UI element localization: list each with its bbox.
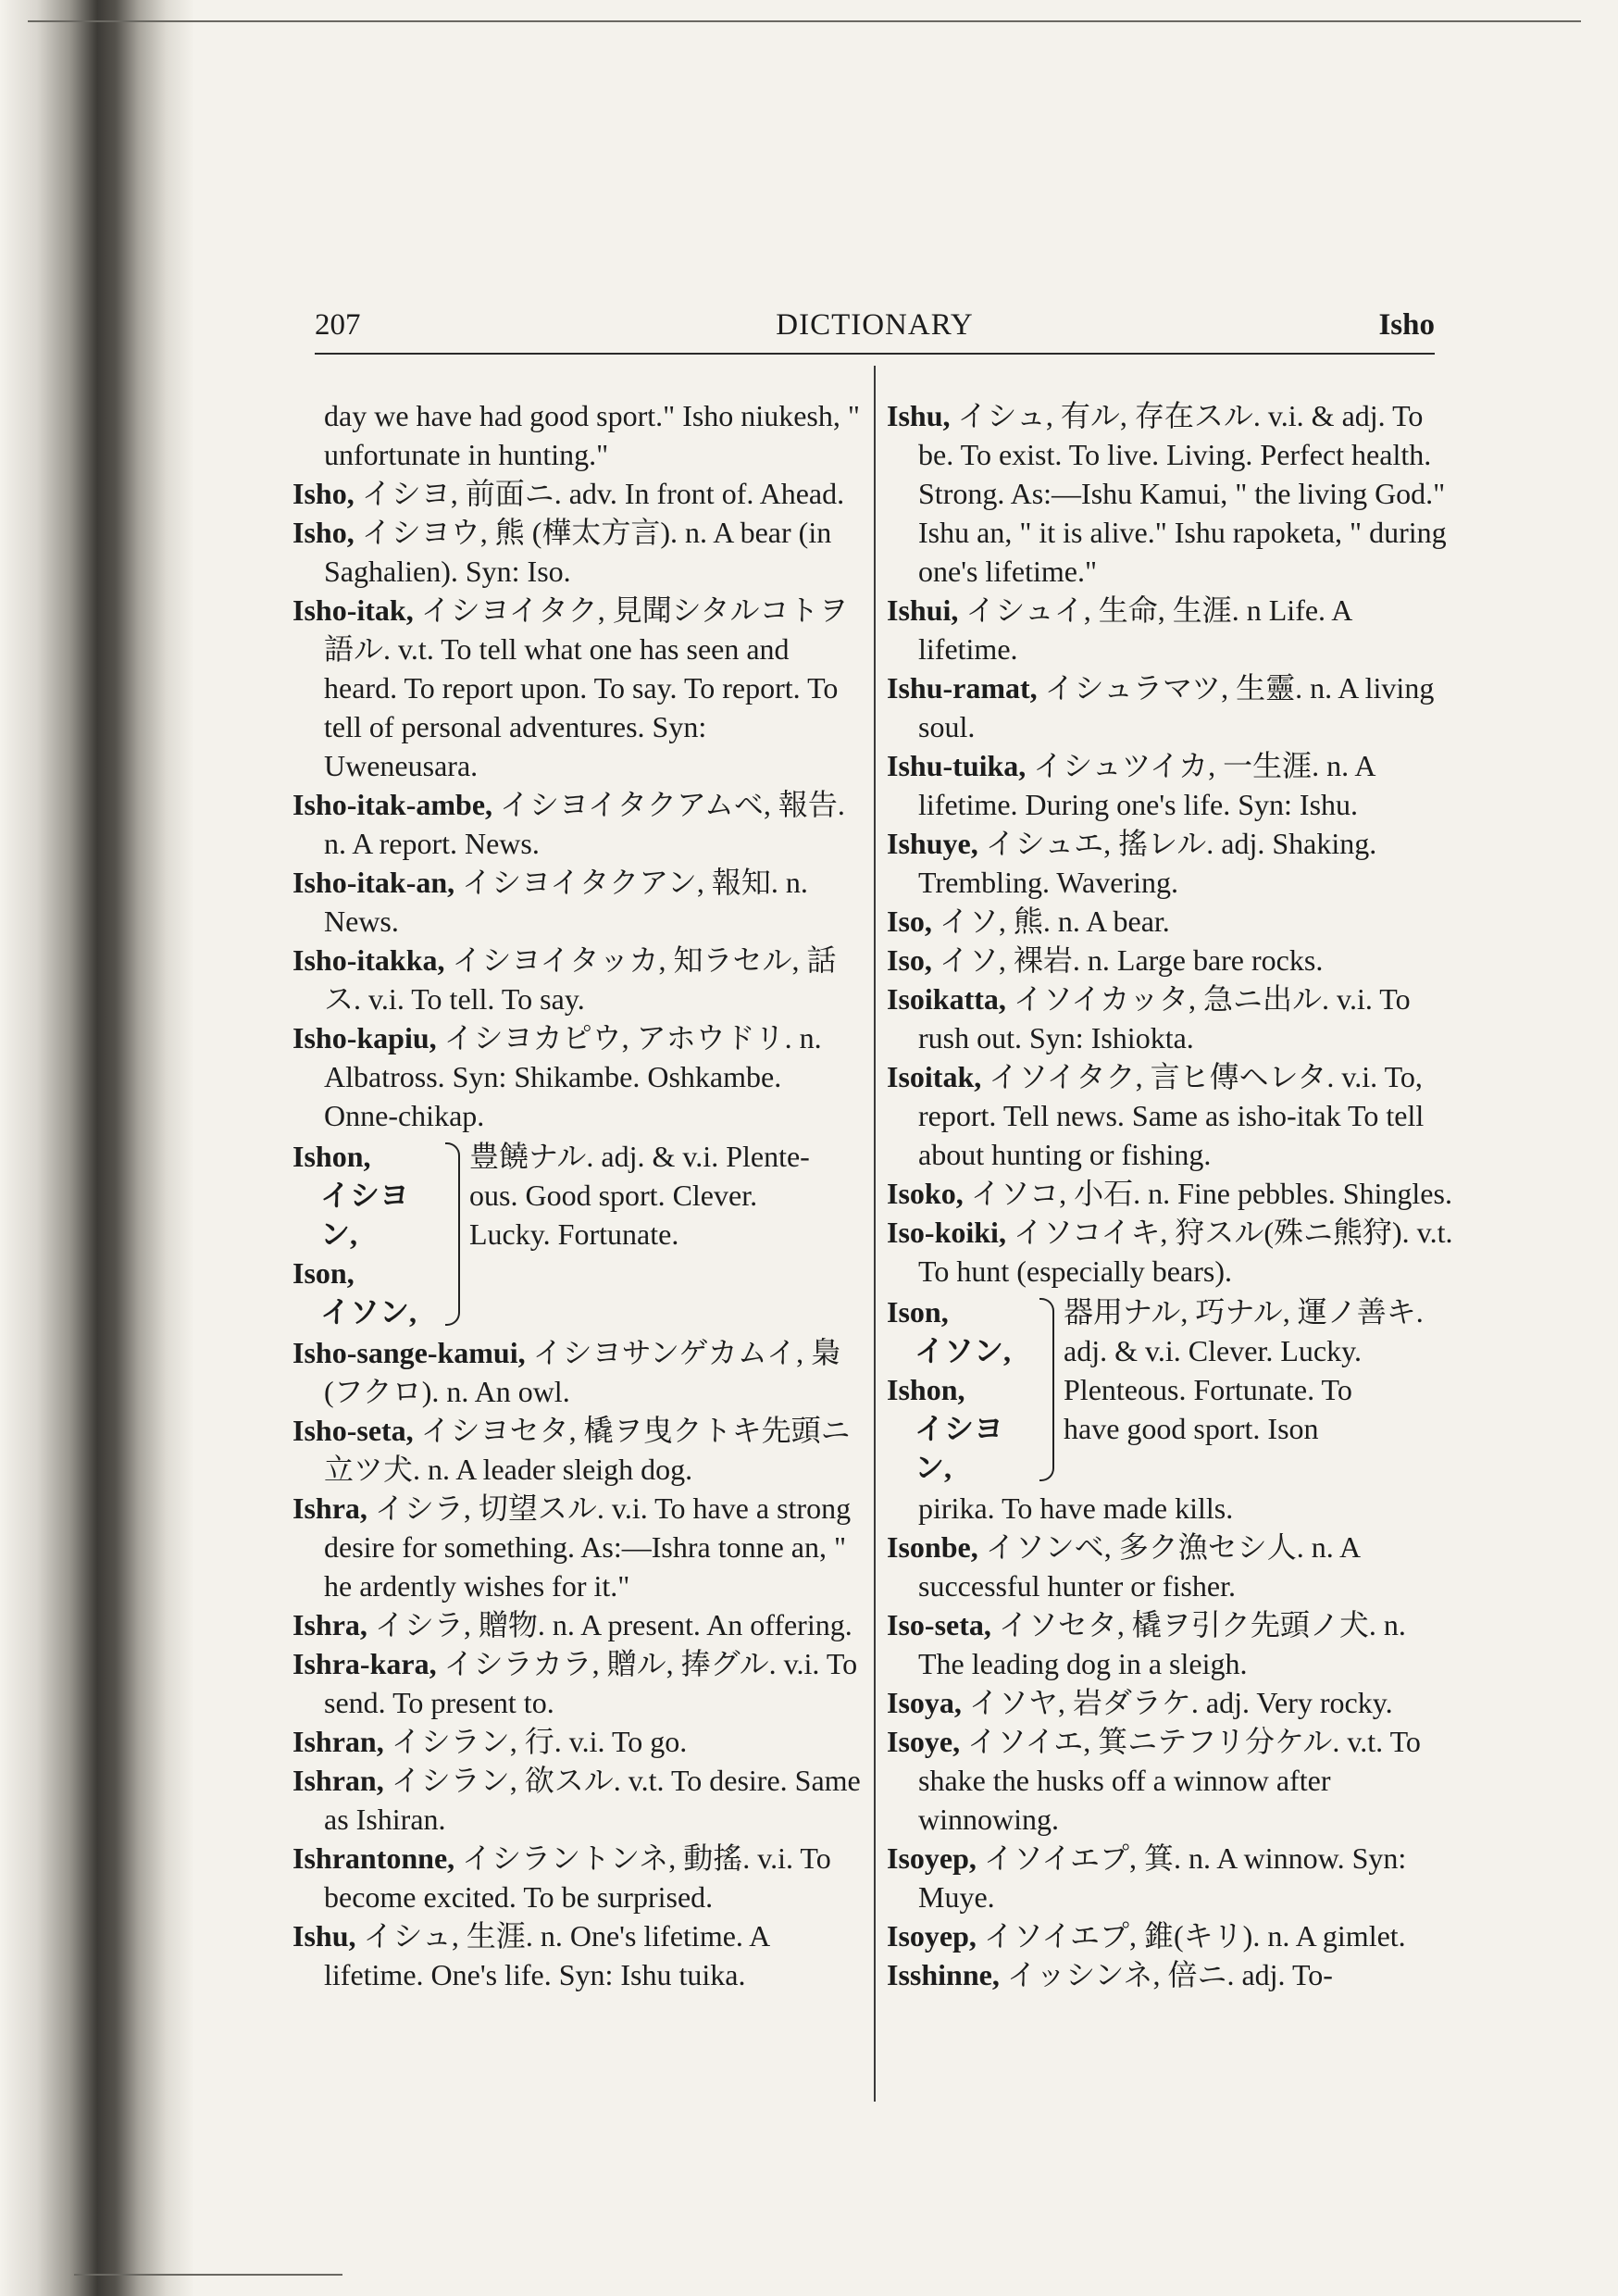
headword: Ishu-ramat, (887, 671, 1038, 705)
dictionary-entry (292, 785, 863, 863)
headword: Ishu, (292, 1919, 356, 1953)
dictionary-entry (292, 1018, 863, 1135)
entry-definition: イソイエプ, 箕. n. A winnow. Syn: Muye. (918, 1841, 1407, 1914)
entry-definition: イシュエ, 搖レル. adj. Shaking. Trembling. Wavering. (918, 827, 1377, 899)
entry-definition: イシュイ, 生命, 生涯. n Life. A lifetime. (918, 593, 1351, 666)
entry-definition: イソ, 裸岩. n. Large bare rocks. (931, 943, 1324, 977)
entry-definition: イシヨイタクアン, 報知. n. News. (324, 866, 808, 938)
entry-definition: イソイタク, 言ヒ傳ヘレタ. v.i. To, report. Tell news. Same as isho-itak To tell about hunting or fishing. (918, 1060, 1425, 1171)
dictionary-entry (887, 591, 1453, 668)
dictionary-entry (887, 1057, 1453, 1174)
dictionary-entry (292, 1489, 863, 1605)
headword: Ishra, (292, 1491, 367, 1525)
group-headword: イシヨン, (915, 1412, 1004, 1484)
bottom-rule (74, 2274, 342, 2276)
entry-definition: イシヨイタク, 見聞シタルコトヲ語ル. v.t. To tell what one has seen and heard. To report upon. To say. To report. To tell of personal adventures. Syn: Uweneusara. (324, 593, 849, 782)
page-number: 207 (315, 308, 361, 342)
dictionary-entry (292, 1916, 863, 1994)
brace (1039, 1298, 1054, 1481)
group-headword: Ison, (292, 1256, 355, 1290)
grouped-entry (292, 1137, 863, 1331)
headword: Ishra, (292, 1608, 367, 1641)
headword: Isoyep, (887, 1841, 977, 1875)
group-definition-line: adj. & v.i. Clever. Lucky. (1064, 1334, 1362, 1367)
dictionary-entry (887, 1683, 1453, 1722)
headword: Isho-itak-ambe, (292, 788, 493, 821)
headword: Ishui, (887, 593, 959, 627)
headword: Isho-seta, (292, 1414, 414, 1447)
dictionary-entry (292, 1644, 863, 1722)
headword: Ishrantonne, (292, 1841, 455, 1875)
group-definition-line: 豊饒ナル. adj. & v.i. Plente- (469, 1140, 810, 1173)
dictionary-entry (887, 746, 1453, 824)
top-rule (28, 20, 1581, 22)
dictionary-entry (887, 1174, 1453, 1213)
headword: Iso-seta, (887, 1608, 991, 1641)
headword: Isoko, (887, 1177, 964, 1210)
entry-definition: イシヨ, 前面ニ. adv. In front of. Ahead. (354, 477, 845, 510)
headword: Ishu-tuika, (887, 749, 1027, 782)
entry-definition: イソンベ, 多ク漁セシ人. n. A successful hunter or fisher. (918, 1530, 1360, 1603)
dictionary-entry (292, 513, 863, 591)
entry-definition: イシヨイタッカ, 知ラセル, 話ス. v.i. To tell. To say. (324, 943, 837, 1016)
entry-definition: イシラカラ, 贈ル, 捧グル. v.i. To send. To present to. (324, 1647, 858, 1719)
entry-definition: イシヨウ, 熊 (樺太方言). n. A bear (in Saghalien). Syn: Iso. (324, 516, 832, 588)
dictionary-entry (887, 1722, 1453, 1839)
group-definition-line: Plenteous. Fortunate. To (1064, 1373, 1352, 1406)
entry-definition: イシラン, 行. v.i. To go. (383, 1725, 688, 1758)
grouped-entry (887, 1292, 1453, 1487)
group-definition-line: Lucky. Fortunate. (469, 1217, 679, 1251)
headword: Isshinne, (887, 1958, 1000, 1991)
headword: Isho-sange-kamui, (292, 1336, 526, 1369)
dictionary-entry (292, 474, 863, 513)
headword: Isho-itak, (292, 593, 414, 627)
dictionary-entry (292, 1722, 863, 1761)
book-spine-shadow (0, 0, 194, 2296)
entry-definition: イソイカッタ, 急ニ出ル. v.i. To rush out. Syn: Ishiokta. (918, 982, 1411, 1054)
headword: Isoikatta, (887, 982, 1006, 1016)
entry-definition: イシラ, 切望スル. v.i. To have a strong desire for something. As:—Ishra tonne an, " he ardently wishes for it." (324, 1491, 852, 1603)
entry-definition: イソコ, 小石. n. Fine pebbles. Shingles. (963, 1177, 1452, 1210)
entry-definition: イシヨカピウ, アホウドリ. n. Albatross. Syn: Shikambe. Oshkambe. Onne-chikap. (324, 1021, 822, 1132)
headword: Isho-itak-an, (292, 866, 455, 899)
left-column (292, 396, 863, 1994)
entry-definition: イシヨイタクアムベ, 報告. n. A report. News. (324, 788, 845, 860)
headword: Isonbe, (887, 1530, 978, 1564)
dictionary-entry (292, 591, 863, 785)
dictionary-entry (887, 1213, 1453, 1291)
group-headword: イシヨン, (320, 1179, 410, 1251)
entry-definition: day we have had good sport." Isho niukesh, " unfortunate in hunting." (324, 399, 860, 471)
entry-definition: イソ, 熊. n. A bear. (931, 905, 1170, 938)
headword: Ishuye, (887, 827, 978, 860)
right-column (887, 396, 1453, 1994)
headword: Ishra-kara, (292, 1647, 437, 1680)
headword: Isoitak, (887, 1060, 982, 1093)
headword: Iso-koiki, (887, 1216, 1006, 1249)
headword: Isoyep, (887, 1919, 977, 1953)
group-headword: Ison, (887, 1295, 949, 1329)
group-headword: イソン, (915, 1334, 1012, 1367)
column-divider (874, 366, 876, 2102)
entry-definition: イシュ, 有ル, 存在スル. v.i. & adj. To be. To exist. To live. Living. Perfect health. Strong. As:—Ishu Kamui, " the living God." Ishu an, " it is alive." Ishu rapoketa, " during one's lifetime." (918, 399, 1447, 588)
dictionary-entry (887, 1839, 1453, 1916)
entry-definition: イシュラマツ, 生靈. n. A living soul. (918, 671, 1435, 743)
group-definition-line: have good sport. Ison (1064, 1412, 1319, 1445)
headword: Isho, (292, 516, 355, 549)
grouped-entry-tail: pirika. To have made kills. (918, 1491, 1234, 1525)
entry-definition: イソイエプ, 錐(キリ). n. A gimlet. (976, 1919, 1406, 1953)
dictionary-entry (292, 1411, 863, 1489)
dictionary-entry (887, 396, 1453, 591)
dictionary-entry (887, 1955, 1453, 1994)
entry-definition: イソヤ, 岩ダラケ. adj. Very rocky. (961, 1686, 1393, 1719)
page-header (315, 301, 1435, 355)
headword: Iso, (887, 905, 932, 938)
dictionary-entry (887, 1916, 1453, 1955)
group-headword: イソン, (320, 1295, 417, 1329)
entry-definition: イシラン, 欲スル. v.t. To desire. Same as Ishiran. (324, 1764, 861, 1836)
entry-definition: イシヨセタ, 橇ヲ曳クトキ先頭ニ立ツ犬. n. A leader sleigh dog. (324, 1414, 851, 1486)
dictionary-entry (887, 824, 1453, 902)
entry-definition: イソセタ, 橇ヲ引ク先頭ノ犬. n. The leading dog in a sleigh. (918, 1608, 1406, 1680)
brace (445, 1142, 460, 1326)
dictionary-entry (887, 941, 1453, 980)
entry-definition: イシラントンネ, 動搖. v.i. To become excited. To be surprised. (324, 1841, 831, 1914)
dictionary-entry (292, 1605, 863, 1644)
dictionary-entry (887, 1605, 1453, 1683)
guide-word: Isho (1378, 308, 1435, 342)
dictionary-entry (292, 863, 863, 941)
entry-definition: イシラ, 贈物. n. A present. An offering. (367, 1608, 853, 1641)
entry-definition: イッシンネ, 倍ニ. adj. To- (999, 1958, 1333, 1991)
group-definition-line: ous. Good sport. Clever. (469, 1179, 758, 1212)
dictionary-entry (887, 902, 1453, 941)
headword: Iso, (887, 943, 932, 977)
entry-definition: イシュ, 生涯. n. One's lifetime. A lifetime. One's life. Syn: Ishu tuika. (324, 1919, 769, 1991)
dictionary-entry (292, 1333, 863, 1411)
group-definition-line: 器用ナル, 巧ナル, 運ノ善キ. (1064, 1295, 1424, 1329)
headword: Ishran, (292, 1725, 384, 1758)
dictionary-entry (292, 396, 863, 474)
headword: Isoye, (887, 1725, 961, 1758)
dictionary-entry (292, 1761, 863, 1839)
group-headword: Ishon, (887, 1373, 965, 1406)
headword: Isho-kapiu, (292, 1021, 437, 1054)
headword: Ishran, (292, 1764, 384, 1797)
headword: Ishu, (887, 399, 951, 432)
dictionary-entry (887, 980, 1453, 1057)
running-title: DICTIONARY (776, 308, 974, 342)
entry-definition: イシヨサンゲカムイ, 梟 (フクロ). n. An owl. (324, 1336, 841, 1408)
headword: Isho-itakka, (292, 943, 445, 977)
entry-definition: イソコイキ, 狩スル(殊ニ熊狩). v.t. To hunt (especially bears). (918, 1216, 1453, 1288)
entry-definition: イシュツイカ, 一生涯. n. A lifetime. During one's life. Syn: Ishu. (918, 749, 1375, 821)
headword: Isoya, (887, 1686, 962, 1719)
dictionary-entry (887, 1528, 1453, 1605)
dictionary-entry (887, 668, 1453, 746)
entry-definition: イソイエ, 箕ニテフリ分ケル. v.t. To shake the husks off a winnow after winnowing. (918, 1725, 1421, 1836)
dictionary-entry (292, 941, 863, 1018)
headword: Isho, (292, 477, 355, 510)
dictionary-entry (292, 1839, 863, 1916)
group-headword: Ishon, (292, 1140, 371, 1173)
